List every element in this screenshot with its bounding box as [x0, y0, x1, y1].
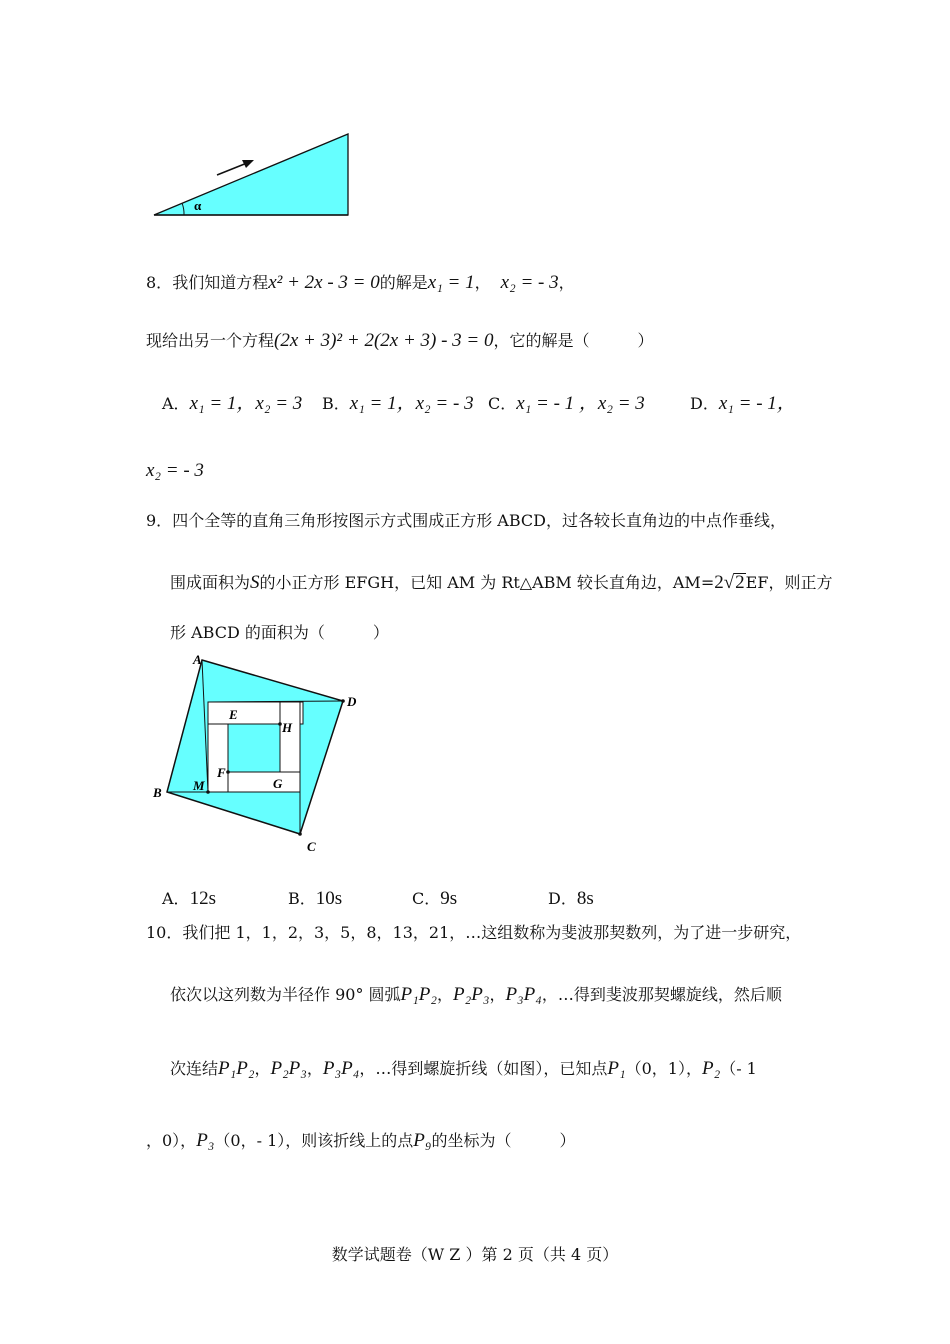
option-letter: D．	[690, 394, 719, 413]
q8-number: 8．	[146, 273, 173, 292]
label-a: A	[193, 652, 202, 667]
q9-radicand: 2	[735, 572, 745, 593]
label-c: C	[307, 839, 316, 854]
q10-seg-3: P₃P₄	[322, 1058, 360, 1079]
sqrt-sign-icon: √	[723, 572, 735, 593]
q9-option-c[interactable]	[412, 886, 457, 910]
option-text: 12s	[189, 888, 216, 909]
q10-seg-1: P₁P₂	[218, 1058, 255, 1079]
q8-option-d-continued	[146, 460, 204, 482]
q8-equation1: x² + 2x - 3 = 0	[268, 272, 380, 293]
square-figure	[145, 648, 370, 858]
q8-solution1: x₁ = 1	[427, 272, 475, 293]
strip-right	[280, 702, 300, 772]
q8-equation2: (2x + 3)² + 2(2x + 3) - 3 = 0	[274, 330, 494, 351]
q10-text: ，0），	[146, 1131, 197, 1150]
q10-seg-2: P₂P₃	[270, 1058, 307, 1079]
option-text: 9s	[440, 888, 458, 909]
q10-line3: 次连结P₁P₂，P₂P₃，P₃P₄，…得到螺旋折线（如图），已知点P₁（0，1），P₂（- 1	[170, 1058, 757, 1079]
q9-text: 围成面积为	[170, 573, 251, 592]
q8-end-punct: ，	[558, 273, 575, 292]
q10-text: 依次以这列数为半径作 90° 圆弧	[170, 985, 401, 1004]
q8-option-a[interactable]	[162, 388, 302, 415]
q9-line3	[170, 622, 389, 644]
option-letter: C．	[412, 889, 441, 908]
label-b: B	[153, 785, 162, 800]
option-text: 10s	[315, 888, 343, 909]
option-letter: D．	[548, 889, 577, 908]
q9-text: EF，则正方	[745, 573, 833, 592]
q9-area-symbol: S	[250, 572, 260, 593]
q9-sqrt-coefficient: 2	[714, 572, 724, 593]
label-d: D	[347, 694, 357, 709]
q8-separator: ，	[474, 273, 491, 292]
q10-number: 10．	[146, 923, 183, 942]
label-f: F	[217, 765, 226, 780]
q10-p1-coord: （0，1），	[625, 1059, 702, 1078]
q10-point-p3: P₃	[196, 1130, 215, 1151]
label-m: M	[193, 778, 205, 793]
option-letter: A．	[162, 394, 190, 413]
q10-p3-coord: （0，- 1），则该折线上的点	[214, 1131, 414, 1150]
angle-label: α	[194, 198, 202, 213]
q8-text: 我们知道方程	[172, 273, 269, 292]
small-square-efgh	[228, 724, 280, 772]
q10-arc-3: P₃P₄	[505, 984, 542, 1005]
q8-line2	[146, 330, 654, 352]
q8-option-d[interactable]	[690, 388, 796, 415]
q8-line2-prefix: 现给出另一个方程	[146, 331, 275, 350]
q10-text: ，…得到斐波那契螺旋线，然后顺	[541, 985, 782, 1004]
q10-text-line1: 我们把 1，1，2，3，5，8，13，21，…这组数称为斐波那契数列，为了进一步研究，	[182, 923, 802, 942]
q10-point-p2: P₂	[701, 1058, 721, 1079]
q10-line1	[146, 922, 801, 944]
q8-line1	[146, 272, 575, 294]
point-f	[226, 770, 230, 774]
q10-text: 的坐标为（ ）	[431, 1131, 576, 1150]
q10-point-p1: P₁	[607, 1058, 626, 1079]
q10-text: ，…得到螺旋折线（如图），已知点	[359, 1059, 608, 1078]
option-text: x₂ = - 3	[146, 460, 204, 481]
q10-text: 次连结	[170, 1059, 219, 1078]
option-text: x₁ = - 1 ，x₂ = 3	[516, 393, 645, 414]
page-footer: 数学试题卷（W Z ）第 2 页（共 4 页）	[331, 1245, 619, 1264]
option-letter: C．	[488, 394, 517, 413]
q9-number: 9．	[146, 511, 173, 530]
point-m	[206, 790, 210, 794]
q9-text-line1: 四个全等的直角三角形按图示方式围成正方形 ABCD，过各较长直角边的中点作垂线，	[172, 511, 786, 530]
label-e: E	[229, 707, 238, 722]
q8-text-mid: 的解是	[379, 273, 428, 292]
option-letter: B．	[322, 394, 350, 413]
incline-triangle	[154, 134, 348, 215]
q9-line2	[170, 572, 832, 594]
option-text: x₁ = 1，x₂ = - 3	[349, 393, 474, 414]
strip-left	[208, 724, 228, 792]
q9-option-a[interactable]	[162, 886, 216, 910]
q8-option-b[interactable]	[322, 388, 474, 415]
q9-line1	[146, 510, 786, 532]
q8-option-c[interactable]	[488, 388, 645, 415]
q8-line2-suffix: ，它的解是（ ）	[493, 331, 654, 350]
incline-figure	[140, 120, 370, 225]
q10-line2: 依次以这列数为半径作 90° 圆弧P₁P₂，P₂P₃，P₃P₄，…得到斐波那契螺旋线，然后顺	[170, 984, 782, 1005]
q10-point-p9: P₉	[413, 1130, 432, 1151]
option-text: 8s	[576, 888, 594, 909]
option-letter: A．	[162, 889, 190, 908]
point-c	[298, 832, 302, 836]
q10-arc-2: P₂P₃	[453, 984, 490, 1005]
q10-line4	[146, 1130, 576, 1152]
q8-solution2: x₂ = - 3	[500, 272, 559, 293]
q10-arc-1: P₁P₂	[400, 984, 437, 1005]
strip-bottom	[228, 772, 300, 792]
q9-text-line3: 形 ABCD 的面积为（ ）	[170, 623, 389, 642]
option-text: x₁ = 1，x₂ = 3	[189, 393, 303, 414]
label-h: H	[282, 720, 293, 735]
q9-option-d[interactable]	[548, 886, 594, 910]
point-d	[341, 699, 345, 703]
q9-text: 的小正方形 EFGH，已知 AM 为 Rt△ABM 较长直角边，AM=	[259, 573, 715, 592]
option-letter: B．	[288, 889, 316, 908]
option-text: x₁ = - 1，	[718, 393, 796, 414]
label-g: G	[273, 776, 283, 791]
q9-option-b[interactable]	[288, 886, 342, 910]
q10-p2-coord: （- 1	[720, 1059, 757, 1078]
